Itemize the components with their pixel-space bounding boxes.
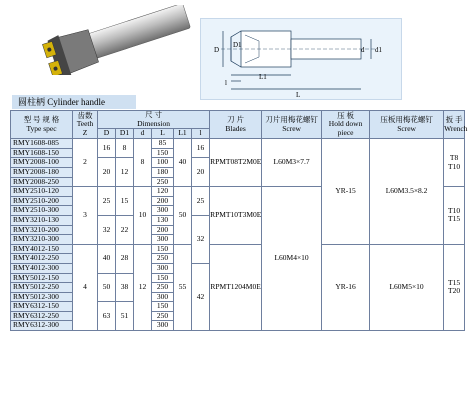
L1-cell: 55 (174, 244, 192, 330)
spec-cell: RMY1608-085 (11, 139, 73, 149)
D-cell: 20 (98, 158, 116, 187)
D-cell: 50 (98, 273, 116, 302)
blade-cell: RPMT08T2M0E (210, 139, 262, 187)
L-cell: 250 (152, 177, 174, 187)
L-cell: 300 (152, 206, 174, 216)
header-D: D (98, 129, 116, 139)
d-cell: 8 (134, 139, 152, 187)
spec-cell: RMY2510-200 (11, 196, 73, 206)
wrench-cell: T15 T20 (444, 244, 465, 330)
l-cell: 16 (192, 139, 210, 158)
spec-cell: RMY3210-200 (11, 225, 73, 235)
spec-cell: RMY3210-300 (11, 235, 73, 245)
D-cell: 16 (98, 139, 116, 158)
spec-cell: RMY1608-150 (11, 148, 73, 158)
hold-down-cell: YR-16 (322, 244, 370, 330)
teeth-cell: 2 (73, 139, 98, 187)
blade-cell: RPMT10T3M0E (210, 187, 262, 245)
wrench-cell: T10 T15 (444, 187, 465, 245)
hold-screw-cell: L60M5×10 (370, 244, 444, 330)
header-l: l (192, 129, 210, 139)
spec-table (10, 110, 468, 331)
D1-cell: 15 (116, 187, 134, 216)
label-l: l (225, 79, 227, 87)
spec-cell: RMY2510-300 (11, 206, 73, 216)
end-mill-photo (22, 5, 197, 75)
L-cell: 300 (152, 321, 174, 331)
L-cell: 180 (152, 167, 174, 177)
blade-cell: RPMT1204M0E (210, 244, 262, 330)
L-cell: 130 (152, 215, 174, 225)
spec-cell: RMY5012-300 (11, 292, 73, 302)
blade-screw-cell: L60M3×7.7 (262, 139, 322, 187)
L-cell: 300 (152, 235, 174, 245)
spec-cell: RMY2510-120 (11, 187, 73, 197)
teeth-cell: 4 (73, 244, 98, 330)
header-D1: D1 (116, 129, 134, 139)
spec-cell: RMY6312-300 (11, 321, 73, 331)
spec-cell: RMY2008-100 (11, 158, 73, 168)
header-dimension: 尺 寸 Dimension (98, 111, 210, 129)
header-wrench: 扳 手 Wrench (444, 111, 465, 139)
L-cell: 200 (152, 225, 174, 235)
D-cell: 40 (98, 244, 116, 273)
spec-cell: RMY6312-250 (11, 311, 73, 321)
label-L1: L1 (259, 73, 267, 81)
L-cell: 250 (152, 254, 174, 264)
header-teeth: 齿数 Teeth Z (73, 111, 98, 139)
l-cell: 42 (192, 263, 210, 330)
L-cell: 300 (152, 263, 174, 273)
teeth-cell: 3 (73, 187, 98, 245)
spec-cell: RMY4012-300 (11, 263, 73, 273)
L1-cell: 50 (174, 187, 192, 245)
L-cell: 150 (152, 273, 174, 283)
spec-cell: RMY2008-250 (11, 177, 73, 187)
d-cell: 10 (134, 187, 152, 245)
L-cell: 150 (152, 302, 174, 312)
D1-cell: 8 (116, 139, 134, 158)
D1-cell: 51 (116, 302, 134, 331)
header-L1: L1 (174, 129, 192, 139)
label-D: D (214, 46, 220, 54)
spec-cell: RMY3210-130 (11, 215, 73, 225)
label-D1: D1 (233, 41, 242, 49)
D1-cell: 22 (116, 215, 134, 244)
L-cell: 150 (152, 244, 174, 254)
l-cell: 32 (192, 215, 210, 263)
L-cell: 100 (152, 158, 174, 168)
spec-cell: RMY4012-250 (11, 254, 73, 264)
section-caption: 圆柱柄 Cylinder handle (12, 95, 136, 109)
spec-cell: RMY6312-150 (11, 302, 73, 312)
header-d: d (134, 129, 152, 139)
dimension-drawing (200, 18, 402, 100)
spec-cell: RMY2008-180 (11, 167, 73, 177)
L-cell: 200 (152, 196, 174, 206)
spec-cell: RMY5012-150 (11, 273, 73, 283)
L-cell: 250 (152, 283, 174, 293)
table-row (11, 139, 465, 149)
L-cell: 120 (152, 187, 174, 197)
D1-cell: 28 (116, 244, 134, 273)
D-cell: 32 (98, 215, 116, 244)
D1-cell: 38 (116, 273, 134, 302)
header-hold-down: 压 板 Hold down piece (322, 111, 370, 139)
blade-screw-cell: L60M4×10 (262, 187, 322, 331)
label-L: L (296, 91, 301, 99)
header-blade-screw: 刀片用梅花螺钉 Screw (262, 111, 322, 139)
header-blades: 刀 片 Blades (210, 111, 262, 139)
table-row (11, 244, 465, 254)
header-type-spec: 型 号 规 格 Type spec (11, 111, 73, 139)
header-L: L (152, 129, 174, 139)
L-cell: 150 (152, 148, 174, 158)
l-cell: 20 (192, 158, 210, 187)
spec-cell: RMY5012-250 (11, 283, 73, 293)
spec-cell: RMY4012-150 (11, 244, 73, 254)
l-cell: 25 (192, 187, 210, 216)
L1-cell: 40 (174, 139, 192, 187)
D1-cell: 12 (116, 158, 134, 187)
wrench-cell: T8 T10 (444, 139, 465, 187)
label-d1: d1 (375, 46, 382, 54)
D-cell: 63 (98, 302, 116, 331)
header-hold-screw: 压板用梅花螺钉 Screw (370, 111, 444, 139)
L-cell: 85 (152, 139, 174, 149)
hold-down-cell: YR-15 (322, 139, 370, 245)
hold-screw-cell: L60M3.5×8.2 (370, 139, 444, 245)
L-cell: 300 (152, 292, 174, 302)
D-cell: 25 (98, 187, 116, 216)
d-cell: 12 (134, 244, 152, 330)
label-d: d (361, 46, 365, 54)
L-cell: 250 (152, 311, 174, 321)
